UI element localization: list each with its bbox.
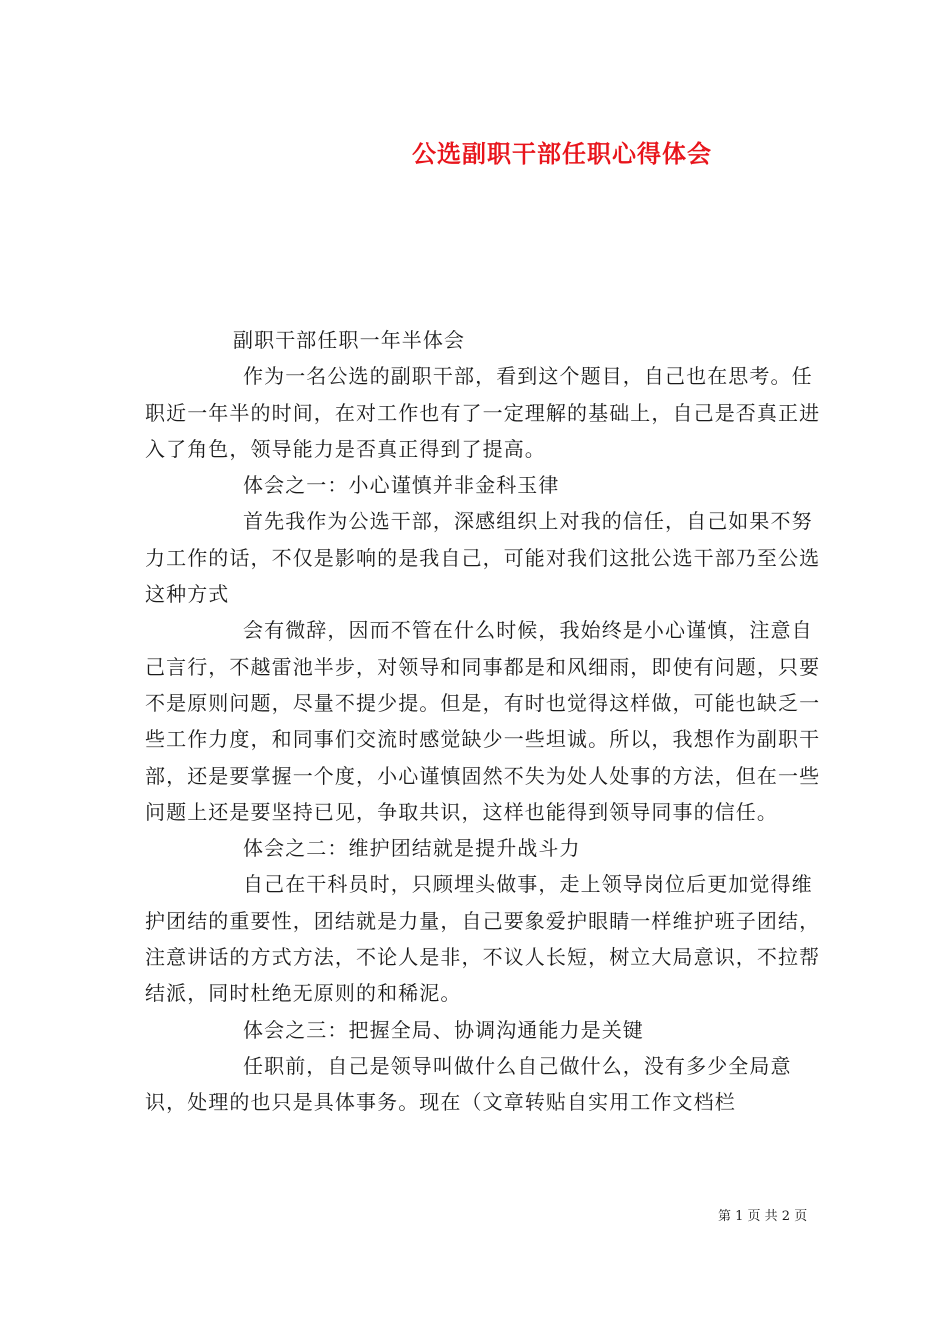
paragraph-section-1b: 会有微辞，因而不管在什么时候，我始终是小心谨慎，注意自己言行，不越雷池半步，对领导和同事都是和风细雨，即使有问题，只要不是原则问题，尽量不提少提。但是，有时也觉得这样做，可能也缺乏一些工作力度，和同事们交流时感觉缺少一些坦诚。所以，我想作为副职干部，还是要掌握一个度，小心谨慎固然不失为处人处事的方法，但在一些问题上还是要坚持已见，争取共识，这样也能得到领导同事的信任。	[145, 618, 821, 824]
document-body	[145, 322, 825, 1121]
section-heading-1: 体会之一：小心谨慎并非金科玉律	[243, 473, 560, 498]
paragraph-section-1a: 首先我作为公选干部，深感组织上对我的信任，自己如果不努力工作的话，不仅是影响的是我自己，可能对我们这批公选干部乃至公选这种方式	[145, 509, 821, 607]
document-subtitle: 副职干部任职一年半体会	[233, 328, 466, 352]
paragraph-section-3: 任职前，自己是领导叫做什么自己做什么，没有多少全局意识，处理的也只是具体事务。现在（文章转贴自实用工作文档栏	[145, 1053, 792, 1115]
document-title: 公选副职干部任职心得体会	[412, 139, 712, 168]
paragraph-section-2: 自己在干科员时，只顾埋头做事，走上领导岗位后更加觉得维护团结的重要性，团结就是力量，自己要象爱护眼睛一样维护班子团结，注意讲话的方式方法，不论人是非，不议人长短，树立大局意识，不拉帮结派，同时杜绝无原则的和稀泥。	[145, 872, 821, 1006]
paragraph-intro: 作为一名公选的副职干部，看到这个题目，自己也在思考。任职近一年半的时间，在对工作也有了一定理解的基础上，自己是否真正进入了角色，领导能力是否真正得到了提高。	[145, 364, 821, 461]
page-number: 第 1 页 共 2 页	[718, 1209, 808, 1224]
section-heading-3: 体会之三：把握全局、协调沟通能力是关键	[243, 1017, 644, 1042]
section-heading-2: 体会之二：维护团结就是提升战斗力	[243, 836, 581, 861]
